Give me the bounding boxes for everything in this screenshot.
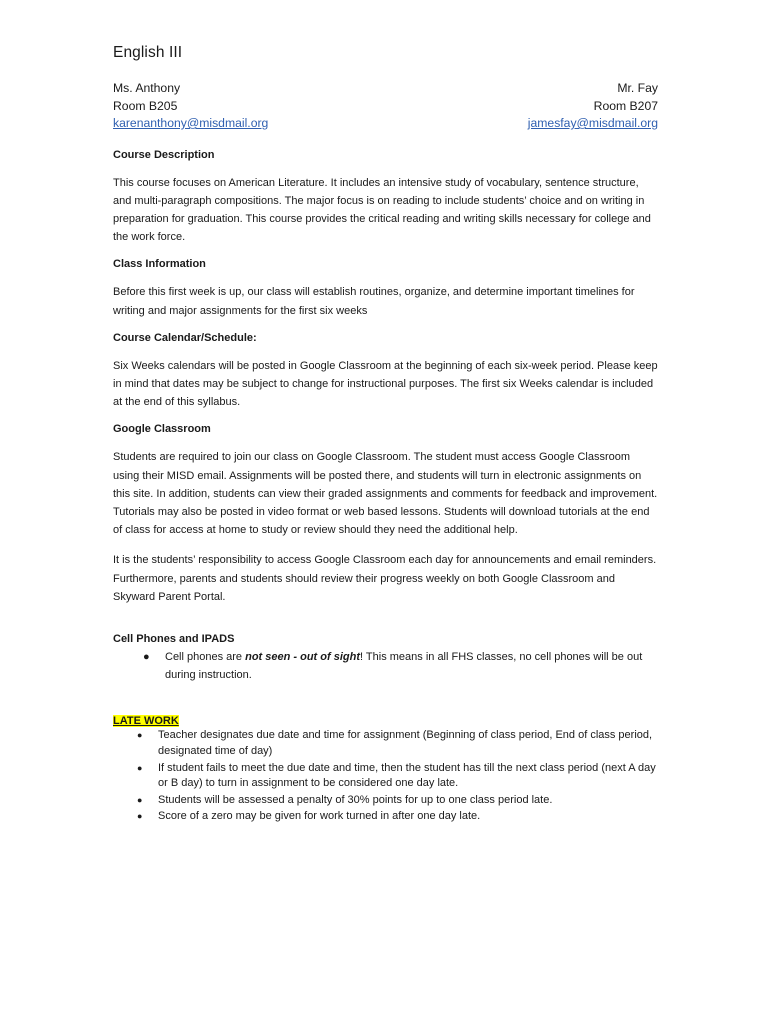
- class-information-text: Before this first week is up, our class will establish routines, organize, and determine important timelines for writing and major assignments for the first six weeks: [113, 286, 635, 317]
- teacher-right: [528, 80, 658, 133]
- late-work-heading-row: [113, 715, 658, 727]
- bullet-icon: ●: [137, 794, 143, 805]
- cell-phone-rule-suffix: ! This means in all FHS classes, no cell phones will be out during instruction.: [165, 650, 643, 682]
- list-item: [113, 761, 658, 792]
- class-information-heading: Class Information: [113, 258, 206, 271]
- list-item-text: If student fails to meet the due date and time, then the student has till the next class period (next A day or B day) to turn in assignment to be considered one day late.: [158, 761, 656, 790]
- list-item-text: Score of a zero may be given for work turned in after one day late.: [158, 810, 481, 823]
- cell-phones-list: [113, 648, 658, 684]
- teacher-name: Mr. Fay: [617, 81, 658, 95]
- course-calendar-text: Six Weeks calendars will be posted in Google Classroom at the beginning of each six-week period. Please keep in mind that dates may be subject to change for instructional purposes. The first six Weeks calendar is included at the end of this syllabus.: [113, 359, 658, 409]
- teacher-left: [113, 80, 268, 133]
- course-description-heading: Course Description: [113, 148, 215, 161]
- cell-phone-rule-prefix: Cell phones are: [165, 650, 246, 663]
- teacher-email-link[interactable]: jamesfay@misdmail.org: [527, 116, 658, 130]
- course-description-text: This course focuses on American Literature. It includes an intensive study of vocabulary, sentence structure, and multi-paragraph compositions. The major focus is on reading to include students’ choice and on writing in preparation for graduation. This course provides the critical reading and writing skills necessary for college and the work force.: [113, 176, 651, 244]
- list-item: [113, 648, 658, 684]
- teacher-contacts: [113, 80, 658, 133]
- list-item-text: Students will be assessed a penalty of 30% points for up to one class period late.: [158, 793, 553, 806]
- cell-phones-heading: Cell Phones and IPADS: [113, 632, 235, 645]
- late-work-heading: LATE WORK: [113, 715, 179, 728]
- late-work-list: [113, 728, 658, 825]
- teacher-room: Room B205: [113, 98, 178, 113]
- bullet-icon: ●: [143, 650, 150, 663]
- google-classroom-heading: Google Classroom: [113, 423, 211, 436]
- bullet-icon: ●: [137, 730, 143, 741]
- document-title: English III: [113, 44, 183, 61]
- list-item: [113, 793, 658, 809]
- google-classroom-responsibility-text: It is the students’ responsibility to access Google Classroom each day for announcements and email reminders. Furthermore, parents and students should review their progress weekly on both Google Classroom and Skyward Parent Portal.: [113, 554, 657, 603]
- teacher-room: Room B207: [593, 98, 658, 113]
- list-item-text: [165, 648, 658, 684]
- teacher-name: Ms. Anthony: [113, 81, 181, 95]
- cell-phone-rule-emphasis: not seen - out of sight: [245, 650, 360, 663]
- course-calendar-heading: Course Calendar/Schedule:: [113, 331, 257, 344]
- list-item: [113, 728, 658, 759]
- syllabus-page: [113, 44, 658, 826]
- teacher-email-link[interactable]: karenanthony@misdmail.org: [113, 116, 269, 130]
- list-item: [113, 809, 658, 825]
- bullet-icon: ●: [137, 762, 143, 773]
- bullet-icon: ●: [137, 811, 143, 822]
- google-classroom-text: Students are required to join our class on Google Classroom. The student must access Google Classroom using their MISD email. Assignments will be posted there, and students will turn in electronic assignments on this site. In addition, students can view their graded assignments and comments for feedback and improvement. Tutorials may also be posted in video format or web based lessons. Students will download tutorials at the end of class for access at home to study or review should they need the additional help.: [113, 451, 658, 537]
- list-item-text: Teacher designates due date and time for assignment (Beginning of class period, End of class period, designated time of day): [158, 729, 653, 757]
